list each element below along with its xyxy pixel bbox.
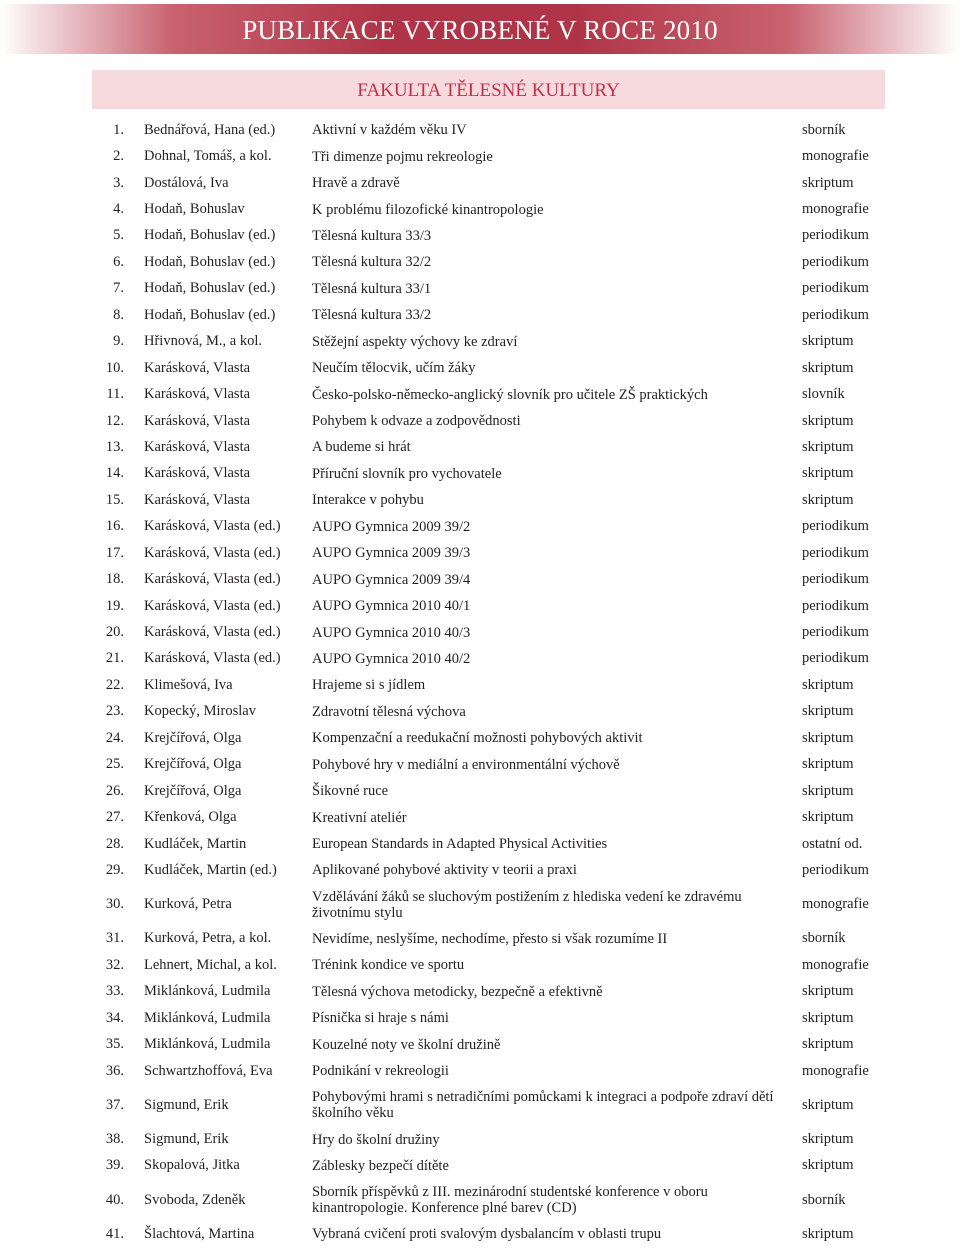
item-number: 19. bbox=[105, 597, 124, 614]
item-author: Kurková, Petra, a kol. bbox=[144, 930, 272, 947]
item-number: 34. bbox=[105, 1009, 124, 1026]
item-author: Kudláček, Martin bbox=[144, 835, 247, 852]
item-title: AUPO Gymnica 2009 39/3 bbox=[312, 545, 471, 562]
item-title: Trénink kondice ve sportu bbox=[312, 957, 465, 974]
item-number: 9. bbox=[113, 333, 124, 350]
publication-row bbox=[0, 117, 960, 143]
item-number: 1. bbox=[113, 121, 124, 138]
item-title: Kreativní ateliér bbox=[312, 809, 407, 826]
item-title: Pohybem k odvaze a zodpovědnosti bbox=[312, 413, 521, 430]
item-type: skriptum bbox=[802, 1157, 854, 1174]
item-type: slovník bbox=[802, 386, 845, 403]
item-author: Skopalová, Jitka bbox=[144, 1157, 240, 1174]
page-title: PUBLIKACE VYROBENÉ V ROCE 2010 bbox=[242, 15, 718, 45]
item-number: 7. bbox=[113, 280, 124, 297]
publication-row bbox=[0, 952, 960, 978]
item-number: 40. bbox=[105, 1191, 124, 1208]
item-number: 28. bbox=[105, 835, 124, 852]
item-author: Dohnal, Tomáš, a kol. bbox=[144, 148, 272, 165]
item-title: A budeme si hrát bbox=[312, 439, 411, 456]
publication-row bbox=[0, 434, 960, 460]
item-author: Karásková, Vlasta (ed.) bbox=[144, 624, 281, 641]
item-author: Karásková, Vlasta bbox=[144, 412, 251, 429]
item-title: Tělesná kultura 32/2 bbox=[312, 254, 432, 271]
item-number: 22. bbox=[105, 676, 124, 693]
faculty-title: FAKULTA TĚLESNÉ KULTURY bbox=[357, 80, 620, 101]
item-title: Záblesky bezpečí dítěte bbox=[312, 1157, 449, 1174]
item-number: 20. bbox=[105, 624, 124, 641]
item-author: Karásková, Vlasta bbox=[144, 491, 251, 508]
item-author: Hodaň, Bohuslav (ed.) bbox=[144, 306, 276, 323]
item-author: Krejčířová, Olga bbox=[144, 756, 242, 773]
item-type: sborník bbox=[802, 1191, 846, 1208]
item-author: Bednářová, Hana (ed.) bbox=[144, 121, 276, 138]
publication-row bbox=[0, 540, 960, 566]
publication-row bbox=[0, 170, 960, 196]
publication-row bbox=[0, 329, 960, 355]
item-title: Nevidíme, neslyšíme, nechodíme, přesto si však rozumíme II bbox=[312, 930, 668, 947]
item-author: Hodaň, Bohuslav bbox=[144, 201, 245, 218]
item-author: Miklánková, Ludmila bbox=[144, 983, 271, 1000]
publication-row bbox=[0, 143, 960, 169]
item-title: Vzdělávání žáků se sluchovým postižením z hlediska vedení ke zdravému životnímu stylu bbox=[312, 888, 742, 921]
item-number: 5. bbox=[113, 227, 124, 244]
item-type: skriptum bbox=[802, 676, 854, 693]
publication-row bbox=[0, 884, 960, 926]
item-type: skriptum bbox=[802, 983, 854, 1000]
item-type: periodikum bbox=[802, 280, 869, 297]
page-banner bbox=[0, 4, 960, 54]
publication-row bbox=[0, 1031, 960, 1057]
item-type: skriptum bbox=[802, 1131, 854, 1148]
item-type: skriptum bbox=[802, 756, 854, 773]
item-number: 15. bbox=[105, 491, 124, 508]
item-type: skriptum bbox=[802, 782, 854, 799]
item-title: Vybraná cvičení proti svalovým dysbalancím v oblasti trupu bbox=[312, 1226, 662, 1243]
item-type: periodikum bbox=[802, 650, 869, 667]
item-author: Lehnert, Michal, a kol. bbox=[144, 956, 277, 973]
item-type: monografie bbox=[802, 201, 869, 218]
item-title: K problému filozofické kinantropologie bbox=[312, 201, 544, 218]
item-author: Hodaň, Bohuslav (ed.) bbox=[144, 280, 276, 297]
item-title: Tři dimenze pojmu rekreologie bbox=[312, 148, 493, 165]
publication-row bbox=[0, 1058, 960, 1084]
publication-row bbox=[0, 514, 960, 540]
item-title: Hry do školní družiny bbox=[312, 1131, 440, 1148]
item-type: skriptum bbox=[802, 1036, 854, 1053]
item-number: 3. bbox=[113, 174, 124, 191]
item-type: periodikum bbox=[802, 861, 869, 878]
item-author: Karásková, Vlasta (ed.) bbox=[144, 571, 281, 588]
item-title: Stěžejní aspekty výchovy ke zdraví bbox=[312, 333, 518, 350]
item-title: Písnička si hraje s námi bbox=[312, 1010, 449, 1027]
item-title: Pohybovými hrami s netradičními pomůckami k integraci a podpoře zdraví dětí školního věku bbox=[312, 1089, 774, 1122]
item-type: periodikum bbox=[802, 518, 869, 535]
publication-row bbox=[0, 223, 960, 249]
item-number: 26. bbox=[105, 782, 124, 799]
item-number: 33. bbox=[105, 983, 124, 1000]
item-type: periodikum bbox=[802, 253, 869, 270]
item-author: Hodaň, Bohuslav (ed.) bbox=[144, 227, 276, 244]
item-author: Karásková, Vlasta (ed.) bbox=[144, 544, 281, 561]
item-number: 35. bbox=[105, 1036, 124, 1053]
item-number: 18. bbox=[105, 571, 124, 588]
item-author: Hřivnová, M., a kol. bbox=[144, 333, 262, 350]
item-type: skriptum bbox=[802, 1009, 854, 1026]
publication-row bbox=[0, 381, 960, 407]
publication-row bbox=[0, 1126, 960, 1152]
item-title: Kouzelné noty ve školní družině bbox=[312, 1036, 501, 1053]
item-title: Česko-polsko-německo-anglický slovník pro učitele ZŠ praktických bbox=[312, 386, 708, 403]
item-author: Karásková, Vlasta bbox=[144, 359, 251, 376]
item-type: skriptum bbox=[802, 333, 854, 350]
item-number: 21. bbox=[105, 650, 124, 667]
item-number: 39. bbox=[105, 1157, 124, 1174]
item-type: periodikum bbox=[802, 544, 869, 561]
item-title: Tělesná výchova metodicky, bezpečně a efektivně bbox=[312, 983, 603, 1000]
item-number: 11. bbox=[106, 386, 124, 403]
item-title: Zdravotní tělesná výchova bbox=[312, 703, 466, 720]
item-number: 29. bbox=[105, 861, 124, 878]
item-type: skriptum bbox=[802, 412, 854, 429]
item-type: monografie bbox=[802, 956, 869, 973]
item-author: Svoboda, Zdeněk bbox=[144, 1191, 246, 1208]
item-author: Kurková, Petra bbox=[144, 896, 232, 913]
publication-row bbox=[0, 725, 960, 751]
item-author: Sigmund, Erik bbox=[144, 1096, 229, 1113]
item-type: periodikum bbox=[802, 624, 869, 641]
publication-row bbox=[0, 857, 960, 883]
item-number: 8. bbox=[113, 306, 124, 323]
publication-row bbox=[0, 831, 960, 857]
item-author: Kudláček, Martin (ed.) bbox=[144, 861, 277, 878]
item-author: Karásková, Vlasta bbox=[144, 438, 251, 455]
item-type: skriptum bbox=[802, 438, 854, 455]
item-title: Šikovné ruce bbox=[312, 783, 389, 800]
item-title: AUPO Gymnica 2010 40/3 bbox=[312, 624, 471, 641]
item-title: AUPO Gymnica 2009 39/2 bbox=[312, 518, 471, 535]
publication-row bbox=[0, 196, 960, 222]
publication-row bbox=[0, 778, 960, 804]
item-title: Kompenzační a reedukační možnosti pohybových aktivit bbox=[312, 730, 643, 747]
publication-row bbox=[0, 1084, 960, 1126]
publication-row bbox=[0, 408, 960, 434]
publication-row bbox=[0, 249, 960, 275]
item-number: 2. bbox=[113, 148, 124, 165]
item-author: Karásková, Vlasta (ed.) bbox=[144, 650, 281, 667]
item-number: 25. bbox=[105, 756, 124, 773]
item-title: European Standards in Adapted Physical Activities bbox=[312, 836, 608, 853]
item-title: Tělesná kultura 33/3 bbox=[312, 227, 432, 244]
item-type: skriptum bbox=[802, 729, 854, 746]
item-author: Miklánková, Ludmila bbox=[144, 1009, 271, 1026]
item-type: skriptum bbox=[802, 491, 854, 508]
item-title: Tělesná kultura 33/1 bbox=[312, 280, 432, 297]
publication-row bbox=[0, 276, 960, 302]
publication-row bbox=[0, 979, 960, 1005]
publication-row bbox=[0, 804, 960, 830]
item-type: skriptum bbox=[802, 703, 854, 720]
publication-row bbox=[0, 355, 960, 381]
item-type: skriptum bbox=[802, 465, 854, 482]
item-type: monografie bbox=[802, 896, 869, 913]
item-title: AUPO Gymnica 2010 40/2 bbox=[312, 650, 471, 667]
item-author: Krejčířová, Olga bbox=[144, 729, 242, 746]
publication-row bbox=[0, 461, 960, 487]
item-type: skriptum bbox=[802, 1225, 854, 1242]
item-number: 4. bbox=[113, 201, 124, 218]
item-title: Tělesná kultura 33/2 bbox=[312, 307, 432, 324]
item-type: ostatní od. bbox=[802, 835, 863, 852]
item-title: Interakce v pohybu bbox=[312, 492, 424, 509]
publication-row bbox=[0, 1005, 960, 1031]
publication-row bbox=[0, 1179, 960, 1221]
item-title: Pohybové hry v mediální a environmentální výchově bbox=[312, 756, 620, 773]
publication-row bbox=[0, 593, 960, 619]
item-type: periodikum bbox=[802, 227, 869, 244]
item-type: periodikum bbox=[802, 597, 869, 614]
item-author: Krejčířová, Olga bbox=[144, 782, 242, 799]
item-author: Dostálová, Iva bbox=[144, 174, 229, 191]
publication-list bbox=[0, 117, 960, 1248]
item-type: sborník bbox=[802, 930, 846, 947]
item-type: monografie bbox=[802, 1062, 869, 1079]
item-type: periodikum bbox=[802, 571, 869, 588]
item-number: 16. bbox=[105, 518, 124, 535]
item-number: 32. bbox=[105, 956, 124, 973]
item-title: Neučím tělocvik, učím žáky bbox=[312, 360, 476, 377]
publication-row bbox=[0, 672, 960, 698]
publication-row bbox=[0, 302, 960, 328]
item-type: skriptum bbox=[802, 174, 854, 191]
publication-row bbox=[0, 926, 960, 952]
item-number: 38. bbox=[105, 1131, 124, 1148]
item-title: Podnikání v rekreologii bbox=[312, 1063, 449, 1080]
item-number: 12. bbox=[105, 412, 124, 429]
item-number: 17. bbox=[105, 544, 124, 561]
item-title: Hravě a zdravě bbox=[312, 175, 400, 192]
item-number: 23. bbox=[105, 703, 124, 720]
item-type: sborník bbox=[802, 121, 846, 138]
item-number: 10. bbox=[105, 359, 124, 376]
item-author: Karásková, Vlasta (ed.) bbox=[144, 597, 281, 614]
item-number: 13. bbox=[105, 438, 124, 455]
publication-row bbox=[0, 699, 960, 725]
item-type: skriptum bbox=[802, 809, 854, 826]
publication-row bbox=[0, 487, 960, 513]
item-number: 37. bbox=[105, 1096, 124, 1113]
item-author: Karásková, Vlasta bbox=[144, 386, 251, 403]
item-number: 24. bbox=[105, 729, 124, 746]
publication-row bbox=[0, 1221, 960, 1247]
item-type: periodikum bbox=[802, 306, 869, 323]
item-number: 27. bbox=[105, 809, 124, 826]
item-number: 6. bbox=[113, 253, 124, 270]
item-number: 14. bbox=[105, 465, 124, 482]
item-author: Hodaň, Bohuslav (ed.) bbox=[144, 253, 276, 270]
publication-row bbox=[0, 1153, 960, 1179]
item-type: skriptum bbox=[802, 1096, 854, 1113]
faculty-header bbox=[92, 70, 885, 109]
publication-row bbox=[0, 619, 960, 645]
item-title: Příruční slovník pro vychovatele bbox=[312, 465, 502, 482]
item-title: AUPO Gymnica 2009 39/4 bbox=[312, 571, 471, 588]
publication-row bbox=[0, 646, 960, 672]
item-title: Aktivní v každém věku IV bbox=[312, 122, 467, 139]
item-title: Sborník příspěvků z III. mezinárodní studentské konference v oboru kinantropologie. Konference plné barev (CD) bbox=[312, 1184, 708, 1217]
item-author: Kopecký, Miroslav bbox=[144, 703, 256, 720]
item-type: monografie bbox=[802, 148, 869, 165]
item-author: Karásková, Vlasta bbox=[144, 465, 251, 482]
publication-row bbox=[0, 566, 960, 592]
item-author: Karásková, Vlasta (ed.) bbox=[144, 518, 281, 535]
item-title: Hrajeme si s jídlem bbox=[312, 677, 426, 694]
item-author: Klimešová, Iva bbox=[144, 676, 233, 693]
item-author: Schwartzhoffová, Eva bbox=[144, 1062, 273, 1079]
item-type: skriptum bbox=[802, 359, 854, 376]
item-author: Miklánková, Ludmila bbox=[144, 1036, 271, 1053]
item-number: 31. bbox=[105, 930, 124, 947]
item-number: 36. bbox=[105, 1062, 124, 1079]
item-title: AUPO Gymnica 2010 40/1 bbox=[312, 598, 471, 615]
publication-row bbox=[0, 752, 960, 778]
item-author: Sigmund, Erik bbox=[144, 1131, 229, 1148]
item-title: Aplikované pohybové aktivity v teorii a praxi bbox=[312, 862, 577, 879]
item-author: Křenková, Olga bbox=[144, 809, 237, 826]
item-number: 41. bbox=[105, 1225, 124, 1242]
item-author: Šlachtová, Martina bbox=[144, 1225, 255, 1242]
item-number: 30. bbox=[105, 896, 124, 913]
